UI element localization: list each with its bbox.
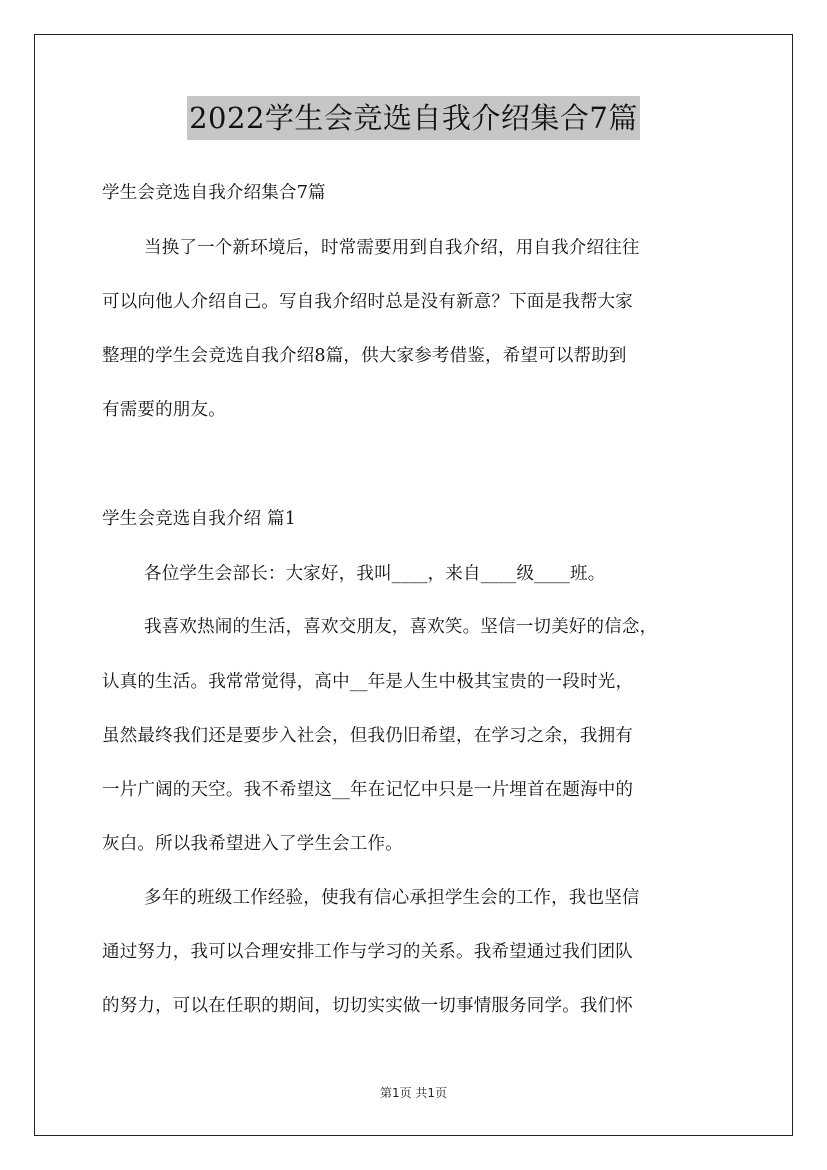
paragraph-line: 当换了一个新环境后，时常需要用到自我介绍，用自我介绍往往 — [144, 238, 640, 258]
document-title: 2022学生会竞选自我介绍集合7篇 — [187, 96, 640, 140]
paragraph-line: 灰白。所以我希望进入了学生会工作。 — [102, 834, 403, 854]
paragraph-line: 有需要的朋友。 — [102, 400, 226, 420]
page-footer: 第1页 共1页 — [379, 1086, 448, 1100]
paragraph-line: 多年的班级工作经验，使我有信心承担学生会的工作，我也坚信 — [144, 888, 640, 908]
paragraph-line: 通过努力，我可以合理安排工作与学习的关系。我希望通过我们团队 — [102, 942, 633, 962]
paragraph-line: 一片广阔的天空。我不希望这__年在记忆中只是一片埋首在题海中的 — [102, 780, 634, 800]
subtitle-line: 学生会竞选自我介绍集合7篇 — [102, 183, 326, 203]
paragraph-line: 的努力，可以在任职的期间，切切实实做一切事情服务同学。我们怀 — [102, 996, 633, 1016]
paragraph-line: 虽然最终我们还是要步入社会，但我仍旧希望，在学习之余，我拥有 — [102, 726, 633, 746]
title-wrap — [0, 96, 827, 140]
paragraph-line: 各位学生会部长：大家好，我叫____，来自____级____班。 — [144, 564, 606, 584]
section-heading: 学生会竞选自我介绍 篇1 — [102, 509, 297, 529]
paragraph-line: 整理的学生会竞选自我介绍8篇，供大家参考借鉴，希望可以帮助到 — [102, 346, 627, 366]
paragraph-line: 可以向他人介绍自己。写自我介绍时总是没有新意？下面是我帮大家 — [102, 292, 633, 312]
paragraph-line: 认真的生活。我常常觉得，高中__年是人生中极其宝贵的一段时光， — [102, 672, 634, 692]
paragraph-line: 我喜欢热闹的生活，喜欢交朋友，喜欢笑。坚信一切美好的信念， — [144, 617, 658, 637]
